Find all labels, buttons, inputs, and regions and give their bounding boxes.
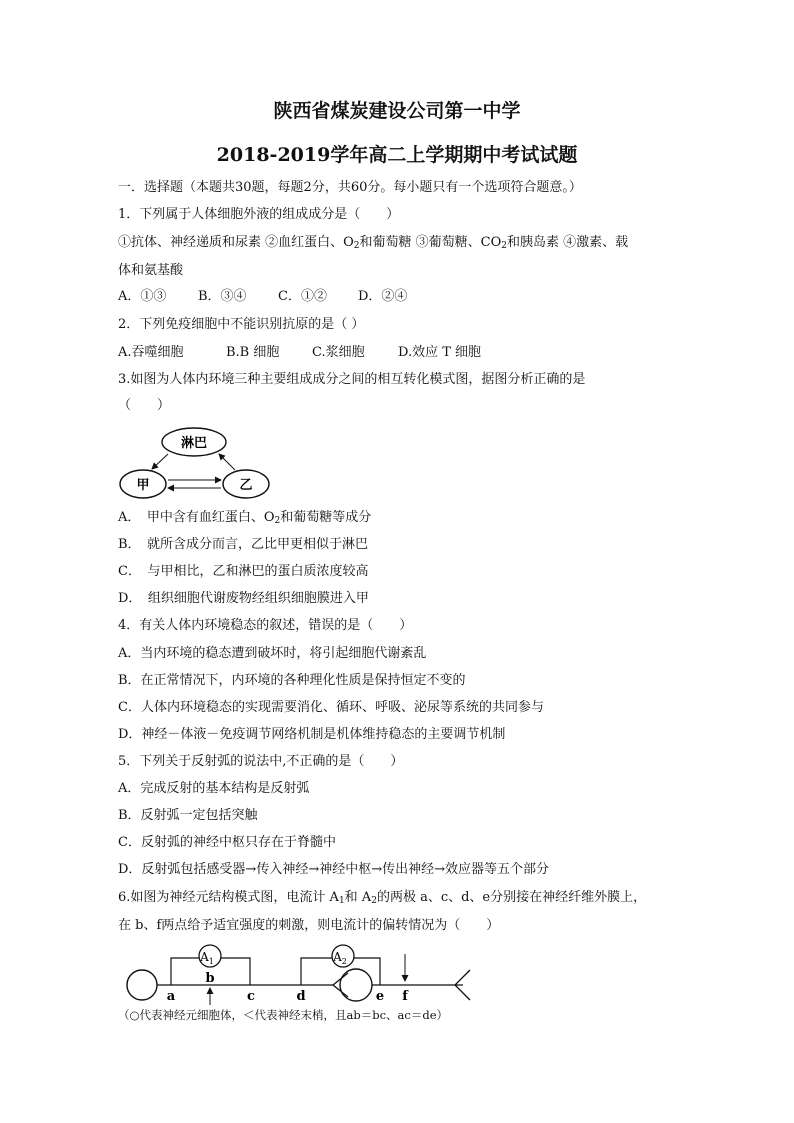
q2-option-a[interactable]: A.吞噬细胞 (118, 345, 184, 360)
q1-option-d[interactable]: D．②④ (358, 289, 408, 304)
section-heading: 一．选择题（本题共30题，每题2分，共60分。每小题只有一个选项符合题意。） (118, 180, 582, 195)
jia-label: 甲 (136, 478, 150, 493)
point-b-label: b (205, 971, 215, 986)
q4-option-a[interactable]: A．当内环境的稳态遭到破坏时，将引起细胞代谢紊乱 (118, 646, 427, 661)
q2-option-c[interactable]: C.浆细胞 (312, 345, 365, 360)
q1-option-c[interactable]: C．①② (278, 289, 327, 304)
point-d-label: d (296, 989, 306, 1004)
q1-stem: 1．下列属于人体细胞外液的组成成分是（ ） (118, 207, 400, 222)
point-e-label: e (375, 989, 385, 1004)
q6-stem-line1: 6.如图为神经元结构模式图，电流计 $A_1$和 $A_2$的两极 a、c、d、e分别接在神经纤维外膜上， (118, 890, 647, 906)
q3-diagram (118, 424, 278, 502)
q2-options (118, 344, 481, 362)
q3-option-c[interactable]: C． 与甲相比，乙和淋巴的蛋白质浓度较高 (118, 564, 369, 579)
q2-option-b[interactable]: B.B 细胞 (226, 345, 280, 360)
point-c-label: c (247, 989, 255, 1004)
yi-label: 乙 (239, 478, 253, 493)
q5-option-b[interactable]: B．反射弧一定包括突触 (118, 808, 258, 823)
q3-option-a[interactable]: A． 甲中含有血红蛋白、$O_2$和葡萄糖等成分 (118, 510, 372, 526)
q1-option-b[interactable]: B．③④ (198, 289, 247, 304)
q6-diagram-caption: （○代表神经元细胞体，＜代表神经末梢，且ab＝bc、ac＝de） (118, 1008, 449, 1022)
q3-option-b[interactable]: B． 就所含成分而言，乙比甲更相似于淋巴 (118, 537, 369, 552)
lymph-label: 淋巴 (180, 436, 208, 451)
cell-body-right-shape (340, 969, 372, 1001)
q4-option-b[interactable]: B．在正常情况下，内环境的各种理化性质是保持恒定不变的 (118, 673, 466, 688)
q1-options (118, 288, 407, 306)
meter-a1-label: $A_1$ (200, 950, 214, 966)
q3-option-d[interactable]: D． 组织细胞代谢废物经组织细胞膜进入甲 (118, 591, 369, 606)
q5-option-a[interactable]: A．完成反射的基本结构是反射弧 (118, 781, 310, 796)
arrow-yi-to-lymph (219, 454, 235, 470)
school-title: 陕西省煤炭建设公司第一中学 (273, 100, 521, 122)
q1-option-a[interactable]: A．①③ (118, 289, 167, 304)
q5-option-d[interactable]: D．反射弧包括感受器→传入神经→神经中枢→传出神经→效应器等五个部分 (118, 862, 549, 877)
q2-option-d[interactable]: D.效应 T 细胞 (398, 345, 482, 360)
q4-option-c[interactable]: C．人体内环境稳态的实现需要消化、循环、呼吸、泌尿等系统的共同参与 (118, 700, 544, 715)
cell-body-left-shape (127, 970, 157, 1000)
q1-items-line1: ①抗体、神经递质和尿素 ②血红蛋白、$O_2$和葡萄糖 ③葡萄糖、$CO_2$和胰岛素 ④激素、载 (118, 235, 629, 251)
q3-stem-bracket: （ ） (118, 398, 171, 413)
arrow-lymph-to-jia (152, 454, 168, 469)
q5-stem: 5．下列关于反射弧的说法中,不正确的是（ ） (118, 754, 404, 769)
q4-stem: 4．有关人体内环境稳态的叙述，错误的是（ ） (118, 618, 413, 633)
q2-stem: 2．下列免疫细胞中不能识别抗原的是（ ） (118, 317, 365, 332)
point-f-label: f (402, 989, 408, 1004)
exam-title: 2018-2019学年高二上学期期中考试试题 (216, 144, 578, 166)
q6-stem-line2: 在 b、f两点给予适宜强度的刺激，则电流计的偏转情况为（ ） (118, 918, 500, 933)
q4-option-d[interactable]: D．神经－体液－免疫调节网络机制是机体维持稳态的主要调节机制 (118, 727, 506, 742)
meter-a2-label: $A_2$ (333, 950, 347, 966)
point-a-label: a (166, 989, 176, 1004)
q1-items-line2: 体和氨基酸 (118, 263, 184, 278)
q6-neuron-diagram (118, 942, 478, 1008)
q5-option-c[interactable]: C．反射弧的神经中枢只存在于脊髓中 (118, 835, 336, 850)
q3-stem: 3.如图为人体内环境三种主要组成成分之间的相互转化模式图，据图分析正确的是 (118, 372, 586, 387)
